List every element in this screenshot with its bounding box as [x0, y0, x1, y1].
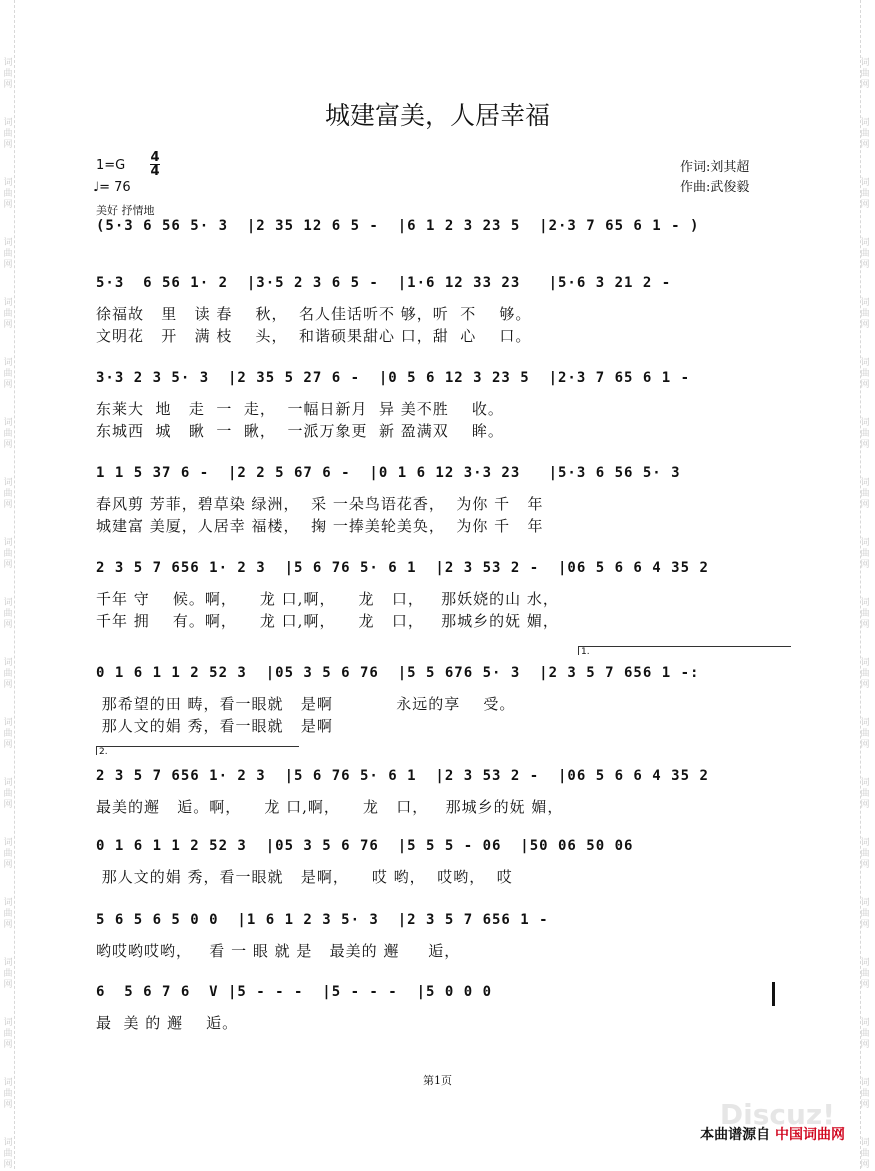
lyric-line: 那希望的田 畴，看一眼就 是啊 永远的享 受。 [96, 695, 516, 713]
key-signature: 1=G [96, 158, 126, 173]
time-bottom: 4 [150, 164, 160, 179]
notation-line: 1 1 5 37 6 - |2 2 5 67 6 - |0 1 6 12 3·3 23 |5·3 6 56 5· 3 [96, 465, 681, 481]
watermark-glyph: 词 曲 网 [3, 718, 13, 750]
watermark-glyph: 词 曲 网 [860, 838, 870, 870]
lyric-line: 哟哎哟哎哟， 看 一 眼 就 是 最美的 邂 逅， [96, 942, 461, 960]
left-margin-strip [0, 0, 15, 1169]
lyric-line: 千年 拥 有。啊， 龙 口,啊， 龙 口， 那城乡的妩 媚， [96, 612, 559, 630]
source-credit[interactable] [700, 1124, 845, 1144]
watermark-glyph: 词 曲 网 [860, 118, 870, 150]
lyric-line: 那人文的娟 秀，看一眼就 是啊 [96, 717, 333, 735]
watermark-glyph: 词 曲 网 [3, 238, 13, 270]
watermark-glyph: 词 曲 网 [860, 418, 870, 450]
watermark-glyph: 词 曲 网 [3, 598, 13, 630]
lyric-line: 城建富 美厦，人居幸 福楼， 掬 一捧美轮美奂， 为你 千 年 [96, 517, 544, 535]
right-margin-strip [860, 0, 875, 1169]
watermark-glyph: 词 曲 网 [3, 838, 13, 870]
second-ending-bracket [96, 746, 299, 755]
notation-line: 0 1 6 1 1 2 52 3 |05 3 5 6 76 |5 5 676 5· 3 |2 3 5 7 656 1 -: [96, 665, 700, 681]
watermark-glyph: 词 曲 网 [3, 538, 13, 570]
watermark-glyph: 词 曲 网 [860, 58, 870, 90]
lyric-line: 文明花 开 满 枝 头， 和谐硕果甜心 口，甜 心 口。 [96, 327, 532, 345]
composer: 作曲:武俊毅 [680, 180, 750, 195]
watermark-glyph: 词 曲 网 [860, 958, 870, 990]
final-barline [772, 982, 775, 1006]
watermark-glyph: 词 曲 网 [3, 178, 13, 210]
expression-marking: 美好 抒情地 [96, 204, 155, 217]
watermark-glyph: 词 曲 网 [3, 1138, 13, 1170]
watermark-glyph: 词 曲 网 [3, 418, 13, 450]
lyric-line: 最 美 的 邂 逅。 [96, 1014, 239, 1032]
notation-line: 5 6 5 6 5 0 0 |1 6 1 2 3 5· 3 |2 3 5 7 656 1 - [96, 912, 549, 928]
watermark-glyph: 词 曲 网 [3, 58, 13, 90]
watermark-glyph: 词 曲 网 [860, 898, 870, 930]
watermark-glyph: 词 曲 网 [3, 1078, 13, 1110]
watermark-glyph: 词 曲 网 [860, 358, 870, 390]
watermark-glyph: 词 曲 网 [3, 118, 13, 150]
watermark-glyph: 词 曲 网 [860, 478, 870, 510]
watermark-glyph: 词 曲 网 [860, 238, 870, 270]
first-ending-label: 1. [581, 647, 590, 657]
song-title: 城建富美，人居幸福 [324, 101, 550, 130]
lyric-line: 春风剪 芳菲，碧草染 绿洲， 采 一朵鸟语花香， 为你 千 年 [96, 495, 544, 513]
watermark-glyph: 词 曲 网 [860, 718, 870, 750]
lyric-line: 千年 守 候。啊， 龙 口,啊， 龙 口， 那妖娆的山 水， [96, 590, 559, 608]
notation-line: 2 3 5 7 656 1· 2 3 |5 6 76 5· 6 1 |2 3 53 2 - |06 5 6 6 4 35 2 [96, 560, 709, 576]
watermark-glyph: 词 曲 网 [3, 958, 13, 990]
notation-line: 5·3 6 56 1· 2 |3·5 2 3 6 5 - |1·6 12 33 23 |5·6 3 21 2 - [96, 275, 672, 291]
credits [680, 158, 749, 198]
watermark-glyph: 词 曲 网 [860, 598, 870, 630]
notation-line: 6 5 6 7 6 V |5 - - - |5 - - - |5 0 0 0 [96, 984, 493, 1000]
source-site-link[interactable]: 中国词曲网 [775, 1127, 845, 1143]
lyric-line: 东莱大 地 走 一 走， 一幅日新月 异 美不胜 收。 [96, 400, 504, 418]
watermark-glyph: 词 曲 网 [860, 1078, 870, 1110]
lyric-line: 最美的邂 逅。啊， 龙 口,啊， 龙 口， 那城乡的妩 媚， [96, 798, 564, 816]
watermark-glyph: 词 曲 网 [3, 478, 13, 510]
notation-line: (5·3 6 56 5· 3 |2 35 12 6 5 - |6 1 2 3 23 5 |2·3 7 65 6 1 - ) [96, 218, 700, 234]
watermark-glyph: 词 曲 网 [3, 358, 13, 390]
watermark-glyph: 词 曲 网 [3, 658, 13, 690]
lyric-line: 徐福故 里 读 春 秋， 名人佳话听不 够，听 不 够。 [96, 305, 532, 323]
watermark-glyph: 词 曲 网 [3, 298, 13, 330]
time-signature [150, 151, 160, 178]
watermark-glyph: 词 曲 网 [860, 658, 870, 690]
forum-watermark: Discuz! [719, 1098, 835, 1131]
watermark-glyph: 词 曲 网 [860, 178, 870, 210]
notation-line: 3·3 2 3 5· 3 |2 35 5 27 6 - |0 5 6 12 3 23 5 |2·3 7 65 6 1 - [96, 370, 691, 386]
lyricist: 作词:刘其超 [680, 160, 750, 175]
watermark-glyph: 词 曲 网 [3, 898, 13, 930]
time-top: 4 [150, 150, 160, 165]
watermark-glyph: 词 曲 网 [860, 1018, 870, 1050]
notation-line: 0 1 6 1 1 2 52 3 |05 3 5 6 76 |5 5 5 - 06 |50 06 50 06 [96, 838, 634, 854]
page-number: 第1页 [423, 1074, 452, 1087]
watermark-glyph: 词 曲 网 [860, 538, 870, 570]
second-ending-label: 2. [99, 747, 108, 757]
watermark-glyph: 词 曲 网 [3, 778, 13, 810]
lyric-line: 那人文的娟 秀，看一眼就 是啊， 哎 哟， 哎哟， 哎 [96, 868, 513, 886]
watermark-glyph: 词 曲 网 [860, 1138, 870, 1170]
first-ending-bracket [578, 646, 791, 655]
source-label: 本曲谱源自 [700, 1127, 771, 1143]
watermark-glyph: 词 曲 网 [3, 1018, 13, 1050]
lyric-line: 东城西 城 瞅 一 瞅， 一派万象更 新 盈满双 眸。 [96, 422, 504, 440]
watermark-glyph: 词 曲 网 [860, 778, 870, 810]
watermark-glyph: 词 曲 网 [860, 298, 870, 330]
notation-line: 2 3 5 7 656 1· 2 3 |5 6 76 5· 6 1 |2 3 53 2 - |06 5 6 6 4 35 2 [96, 768, 709, 784]
tempo-marking: ♩= 76 [93, 180, 131, 195]
